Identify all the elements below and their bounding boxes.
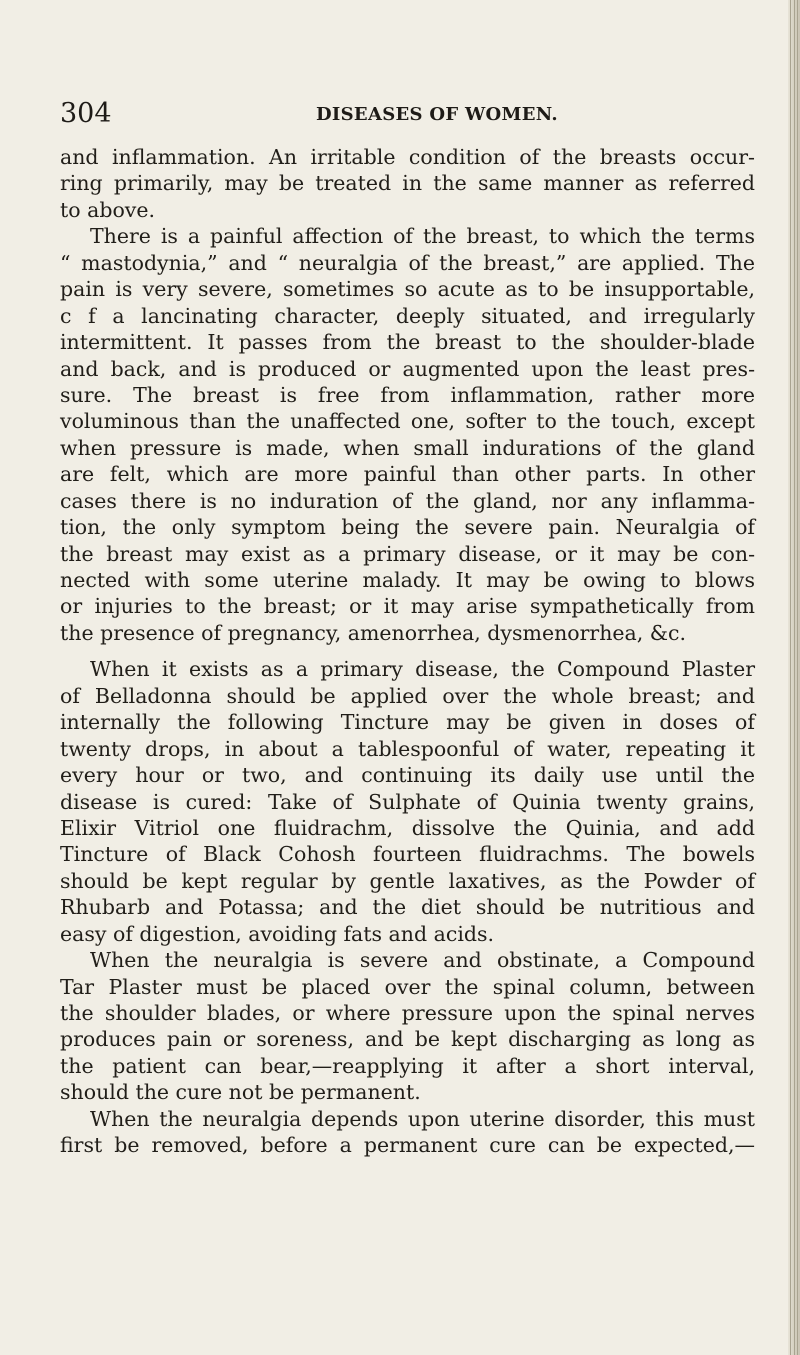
text-line: “ mastodynia,” and “ neuralgia of the breast,” are applied. The <box>60 250 755 275</box>
page-edge-line <box>797 0 798 1355</box>
text-line: first be removed, before a permanent cure can be expected,— <box>60 1133 755 1158</box>
text-line: should be kept regular by gentle laxatives, as the Powder of <box>60 868 755 893</box>
text-line: the patient can bear,—reapplying it after a short interval, <box>60 1053 755 1078</box>
text-line: cases there is no induration of the gland, nor any inflamma- <box>60 488 755 513</box>
running-head <box>60 96 740 132</box>
paragraph-gap <box>60 646 755 656</box>
text-line: When the neuralgia depends upon uterine disorder, this must <box>90 1106 755 1131</box>
text-line: intermittent. It passes from the breast to the shoulder-blade <box>60 330 755 355</box>
text-line: or injuries to the breast; or it may arise sympathetically from <box>60 594 755 619</box>
text-line: should the cure not be permanent. <box>60 1080 421 1105</box>
text-line: are felt, which are more painful than other parts. In other <box>60 462 755 487</box>
body-text <box>60 144 755 1159</box>
text-line: sure. The breast is free from inflammation, rather more <box>60 382 755 407</box>
text-line: the breast may exist as a primary disease, or it may be con- <box>60 541 755 566</box>
text-line: Tincture of Black Cohosh fourteen fluidrachms. The bowels <box>60 842 755 867</box>
text-line: voluminous than the unaffected one, softer to the touch, except <box>60 409 755 434</box>
text-line: Elixir Vitriol one fluidrachm, dissolve the Quinia, and add <box>60 815 755 840</box>
text-line: nected with some uterine malady. It may be owing to blows <box>60 568 755 592</box>
text-line: and back, and is produced or augmented upon the least pres- <box>60 356 755 381</box>
text-line: the shoulder blades, or where pressure upon the spinal nerves <box>60 1001 755 1025</box>
text-line: when pressure is made, when small indurations of the gland <box>60 435 755 460</box>
text-line: every hour or two, and continuing its daily use until the <box>60 763 755 788</box>
text-line: twenty drops, in about a tablespoonful of water, repeating it <box>60 736 755 761</box>
text-line: ring primarily, may be treated in the same manner as referred <box>60 171 755 196</box>
text-line: c f a lancinating character, deeply situated, and irregularly <box>60 303 755 328</box>
text-line: to above. <box>60 197 156 222</box>
text-line: the presence of pregnancy, amenorrhea, dysmenorrhea, &c. <box>60 620 687 645</box>
text-line: and inflammation. An irritable condition of the breasts occur- <box>60 145 755 169</box>
text-line: of Belladonna should be applied over the whole breast; and <box>60 683 755 708</box>
text-line: When the neuralgia is severe and obstinate, a Compound <box>90 948 755 973</box>
page-number: 304 <box>60 98 112 129</box>
text-line: disease is cured: Take of Sulphate of Quinia twenty grains, <box>60 789 755 814</box>
page-edge-line <box>794 0 795 1355</box>
text-line: Tar Plaster must be placed over the spinal column, between <box>60 974 755 999</box>
text-line: internally the following Tincture may be given in doses of <box>60 710 755 735</box>
running-title: DISEASES OF WOMEN. <box>316 104 558 125</box>
text-line: There is a painful affection of the breast, to which the terms <box>90 224 755 249</box>
text-line: Rhubarb and Potassa; and the diet should be nutritious and <box>60 895 755 920</box>
text-line: When it exists as a primary disease, the Compound Plaster <box>90 657 755 682</box>
text-line: easy of digestion, avoiding fats and acids. <box>60 921 495 946</box>
page-edge-line <box>790 0 791 1355</box>
text-line: produces pain or soreness, and be kept discharging as long as <box>60 1027 755 1052</box>
text-line: tion, the only symptom being the severe pain. Neuralgia of <box>60 515 755 540</box>
text-line: pain is very severe, sometimes so acute as to be insupportable, <box>60 277 755 302</box>
